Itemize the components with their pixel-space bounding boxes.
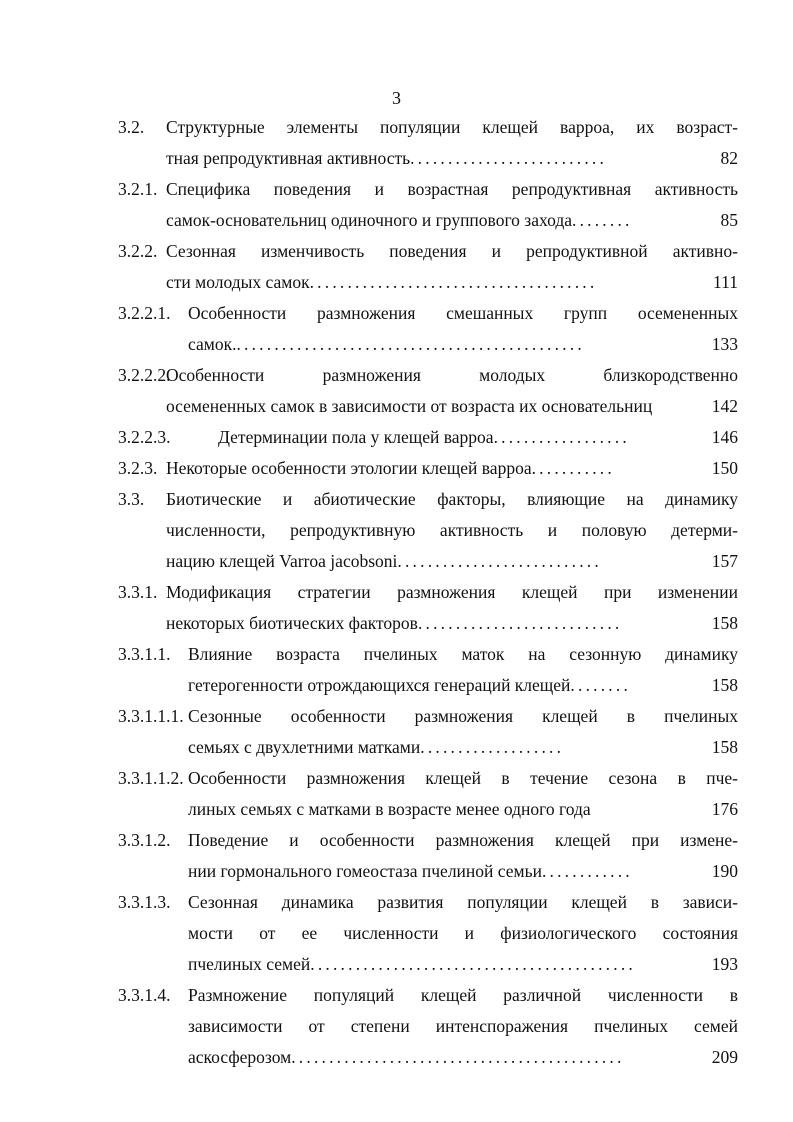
- toc-entry: [118, 639, 738, 701]
- toc-entry-number: 3.3.1.1.: [118, 644, 171, 664]
- toc-leader-dots: ...........: [531, 458, 615, 478]
- toc-entry-text-line: Сезонная динамика развития популяции клещей в зависи-: [188, 892, 738, 912]
- page-number: 3: [392, 88, 401, 108]
- toc-page-number: 150: [711, 458, 738, 478]
- toc-page-number: 146: [711, 427, 738, 447]
- toc-entry-number: 3.3.1.: [118, 582, 158, 602]
- toc-entry-title: тная репродуктивная активность: [166, 148, 411, 168]
- toc-entry-title: нии гормонального гомеостаза пчелиной семьи: [188, 861, 542, 881]
- toc-page-number: 85: [720, 210, 738, 230]
- toc-entry-number: 3.2.2.: [118, 241, 158, 261]
- toc-entry-text-line: Модификация стратегии размножения клещей при изменении: [166, 582, 738, 602]
- toc-leader-dots: ..................: [493, 427, 630, 447]
- toc-leader-dots: ......................................: [309, 272, 598, 292]
- toc-entry-title: нацию клещей Varroa jacobsoni: [166, 551, 398, 571]
- toc-entry-text-line: Структурные элементы популяции клещей варроа, их возраст-: [166, 117, 738, 137]
- toc-leader-dots: ...........................................: [310, 954, 636, 974]
- toc-entry: [118, 298, 738, 360]
- toc-entry-text-line: Сезонные особенности размножения клещей в пчелиных: [188, 706, 738, 726]
- toc-entry: [118, 360, 738, 422]
- toc-entry-number: 3.2.2.3.: [118, 427, 171, 447]
- toc-entry-title: пчелиных семей: [188, 954, 311, 974]
- toc-leader-dots: ........: [570, 675, 632, 695]
- toc-entry: [118, 236, 738, 298]
- toc-leader-dots: ..........................: [410, 148, 608, 168]
- toc-entry-text-line: мости от ее численности и физиологического состояния: [188, 923, 738, 943]
- toc-entry-number: 3.2.: [118, 117, 145, 137]
- toc-entry: [118, 453, 738, 484]
- toc-entry-number: 3.2.2.2.: [118, 365, 171, 385]
- toc-entry-number: 3.3.: [118, 489, 145, 509]
- toc-entry-number: 3.3.1.2.: [118, 830, 171, 850]
- toc-entry: [118, 112, 738, 174]
- toc-entry-title: самок-основательниц одиночного и группового захода: [166, 210, 572, 230]
- toc-leader-dots: ........: [572, 210, 633, 230]
- toc-entry-text-line: Биотические и абиотические факторы, влияющие на динамику: [166, 489, 738, 509]
- toc-leader-dots: ...........................: [397, 551, 602, 571]
- toc-page-number: 158: [711, 675, 738, 695]
- toc-entry-text-line: численности, репродуктивную активность и половую детерми-: [166, 520, 738, 540]
- toc-entry: [118, 174, 738, 236]
- toc-entry: [118, 980, 738, 1073]
- toc-entry-title: сти молодых самок: [166, 272, 310, 292]
- toc-entry-title: Некоторые особенности этологии клещей варроа: [166, 458, 532, 478]
- toc-entry-title: самок.: [188, 334, 237, 354]
- toc-leader-dots: ..............................................: [236, 334, 585, 354]
- toc-entry-text-line: зависимости от степени интенспоражения пчелиных семей: [188, 1016, 738, 1036]
- toc-entry-number: 3.2.1.: [118, 179, 158, 199]
- toc-entry-text-line: Размножение популяций клещей различной численности в: [188, 985, 738, 1005]
- toc-page-number: 176: [711, 799, 738, 819]
- toc-entry-title: осемененных самок в зависимости от возраста их основательниц: [166, 396, 653, 416]
- toc-page-number: 82: [720, 148, 738, 168]
- toc-page-number: 111: [713, 272, 738, 292]
- toc-page-number: 158: [711, 737, 738, 757]
- toc-entry: [118, 484, 738, 577]
- toc-entry-title: линых семьях с матками в возрасте менее одного года: [188, 799, 591, 819]
- toc-entry-title: некоторых биотических факторов: [166, 613, 418, 633]
- toc-page-number: 158: [711, 613, 738, 633]
- toc-page-number: 142: [711, 396, 738, 416]
- toc-page-number: 157: [711, 551, 738, 571]
- toc-entry-number: 3.3.1.1.2.: [118, 768, 184, 788]
- toc-entry: [118, 887, 738, 980]
- toc-entry-number: 3.3.1.3.: [118, 892, 171, 912]
- toc-entry: [118, 825, 738, 887]
- toc-entry-text-line: Особенности размножения молодых близкородственно: [166, 365, 738, 385]
- toc-entry-text-line: Особенности размножения смешанных групп осемененных: [188, 303, 738, 323]
- toc-entry-text-line: Особенности размножения клещей в течение сезона в пче-: [188, 768, 738, 788]
- toc-entry-title: Детерминации пола у клещей варроа: [218, 427, 494, 447]
- toc-entry: [118, 422, 738, 453]
- toc-entry-title: семьях с двухлетними матками: [188, 737, 421, 757]
- toc-leader-dots: ............: [541, 861, 633, 881]
- toc-page-number: 190: [711, 861, 738, 881]
- toc-entry: [118, 763, 738, 825]
- toc-entry-title: аскосферозом: [188, 1047, 292, 1067]
- toc-entry-text-line: Специфика поведения и возрастная репродуктивная активность: [166, 179, 738, 199]
- toc-entry: [118, 577, 738, 639]
- toc-entry-number: 3.2.2.1.: [118, 303, 171, 323]
- toc-page-number: 209: [711, 1047, 738, 1067]
- toc-entry-title: гетерогенности отрождающихся генераций клещей: [188, 675, 571, 695]
- toc-leader-dots: ............................................: [291, 1047, 625, 1067]
- toc-entry-text-line: Поведение и особенности размножения клещей при измене-: [188, 830, 738, 850]
- toc-entry: [118, 701, 738, 763]
- toc-entry-text-line: Влияние возраста пчелиных маток на сезонную динамику: [188, 644, 738, 664]
- toc-leader-dots: ...........................: [417, 613, 623, 633]
- toc-entry-number: 3.3.1.1.1.: [118, 706, 184, 726]
- toc-entry-text-line: Сезонная изменчивость поведения и репродуктивной активно-: [166, 241, 738, 261]
- table-of-contents: [118, 112, 738, 1073]
- toc-page-number: 193: [711, 954, 738, 974]
- toc-entry-number: 3.2.3.: [118, 458, 158, 478]
- toc-page-number: 133: [711, 334, 738, 354]
- toc-entry-number: 3.3.1.4.: [118, 985, 171, 1005]
- toc-leader-dots: ...................: [420, 737, 565, 757]
